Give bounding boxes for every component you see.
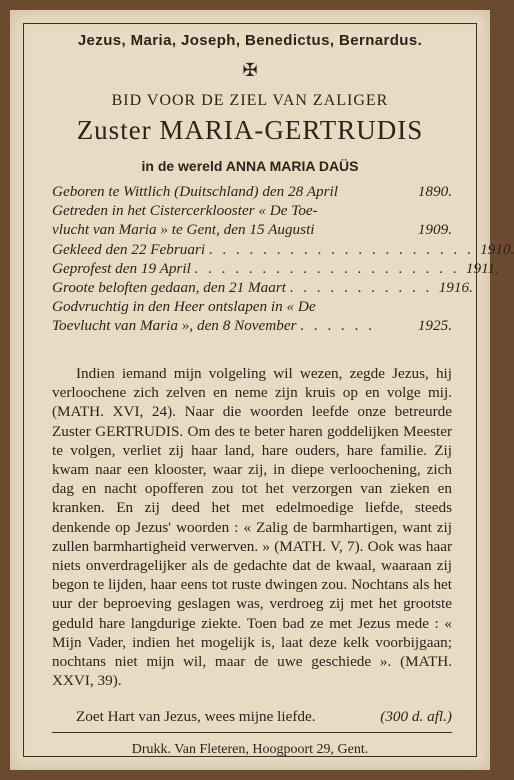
indulgence-note: (300 d. afl.)	[380, 708, 452, 725]
biography-list	[52, 182, 514, 336]
bio-birth: Geboren te Wittlich (Duitschland) den 28 April 1890.	[52, 183, 452, 200]
leader-dots: . . . . . . . . . . .	[289, 279, 433, 297]
closing-invocation: Zoet Hart van Jezus, wees mijne liefde.	[76, 708, 316, 725]
bio-professed: Geprofest den 19 April . . . . . . . . . . . . . . . . . . . . 1911.	[52, 259, 499, 277]
deceased-name: Zuster MARIA-GERTRUDIS	[76, 115, 424, 145]
bio-entry-line2: vlucht van Maria » te Gent, den 15 Augusti 1909.	[52, 221, 452, 239]
footer-divider	[52, 732, 452, 733]
leader-dots: . . . . . . . . . . . . . . . . . . . .	[209, 240, 475, 258]
prayer-heading: BID VOOR DE ZIEL VAN ZALIGER	[111, 92, 389, 109]
secular-name: in de wereld ANNA MARIA DAÜS	[141, 158, 359, 174]
bio-death-line1: Godvruchtig in den Heer ontslapen in « De	[52, 298, 316, 316]
memorial-text	[52, 364, 452, 690]
cross-icon: ✠	[242, 60, 258, 80]
printer-imprint: Drukk. Van Fleteren, Hoogpoort 29, Gent.	[131, 742, 369, 757]
leader-dots: . . . . . . . . . . . . . . . . . . . .	[194, 259, 460, 277]
saints-invocation: Jezus, Maria, Joseph, Benedictus, Bernardus.	[77, 32, 423, 49]
bio-entry-line1: Getreden in het Cistercerklooster « De Toe-	[52, 202, 318, 220]
closing-prayer	[52, 708, 452, 726]
bio-vows: Groote beloften gedaan, den 21 Maart . . . . . . . . . . . 1916.	[52, 279, 473, 297]
leader-dots: . . . . . .	[300, 317, 376, 335]
memorial-paragraph: Indien iemand mijn volgeling wil wezen, zegde Jezus, hij verloochene zich zelven en neme zijn kruis op en volge mij. (MATH. XVI, 24). Naar die woorden leefde onze betreurde Zuster GERTRUDIS. Om des te beter haren goddelijken Meester te volgen, verliet zij haar land, hare ouders, hare familie. Zij kwam naar een klooster, waar zij, in diepe verloochening, zich dag en nacht opofferen zou tot het verzorgen van zieken en kranken. En zij deed het met edelmoedige liefde, steeds denkende op Jezus' woorden : « Zalig de barmhartigen, want zij zullen barmhartigheid verwerven. » (MATH. V, 7). Ook was haar niets onverdragelijker als de gedachte dat de kwaal, waaraan zij begon te lijden, haar eens tot ruste dwingen zou. Nochtans als het uur der beproeving geslagen was, verdroeg zij met het grootste geduld hare langdurige ziekte. Toen bad ze met Jezus mede : « Mijn Vader, indien het mogelijk is, laat deze kelk voorbijgaan; nochtans niet mijn wil, maar de uwe geschiede ». (MATH. XXVI, 39).	[52, 365, 452, 690]
bio-death-line2: Toevlucht van Maria », den 8 November . . . . . . 1925.	[52, 317, 452, 335]
memorial-card	[10, 10, 514, 770]
bio-clothed: Gekleed den 22 Februari . . . . . . . . . . . . . . . . . . . . 1910.	[52, 240, 514, 258]
